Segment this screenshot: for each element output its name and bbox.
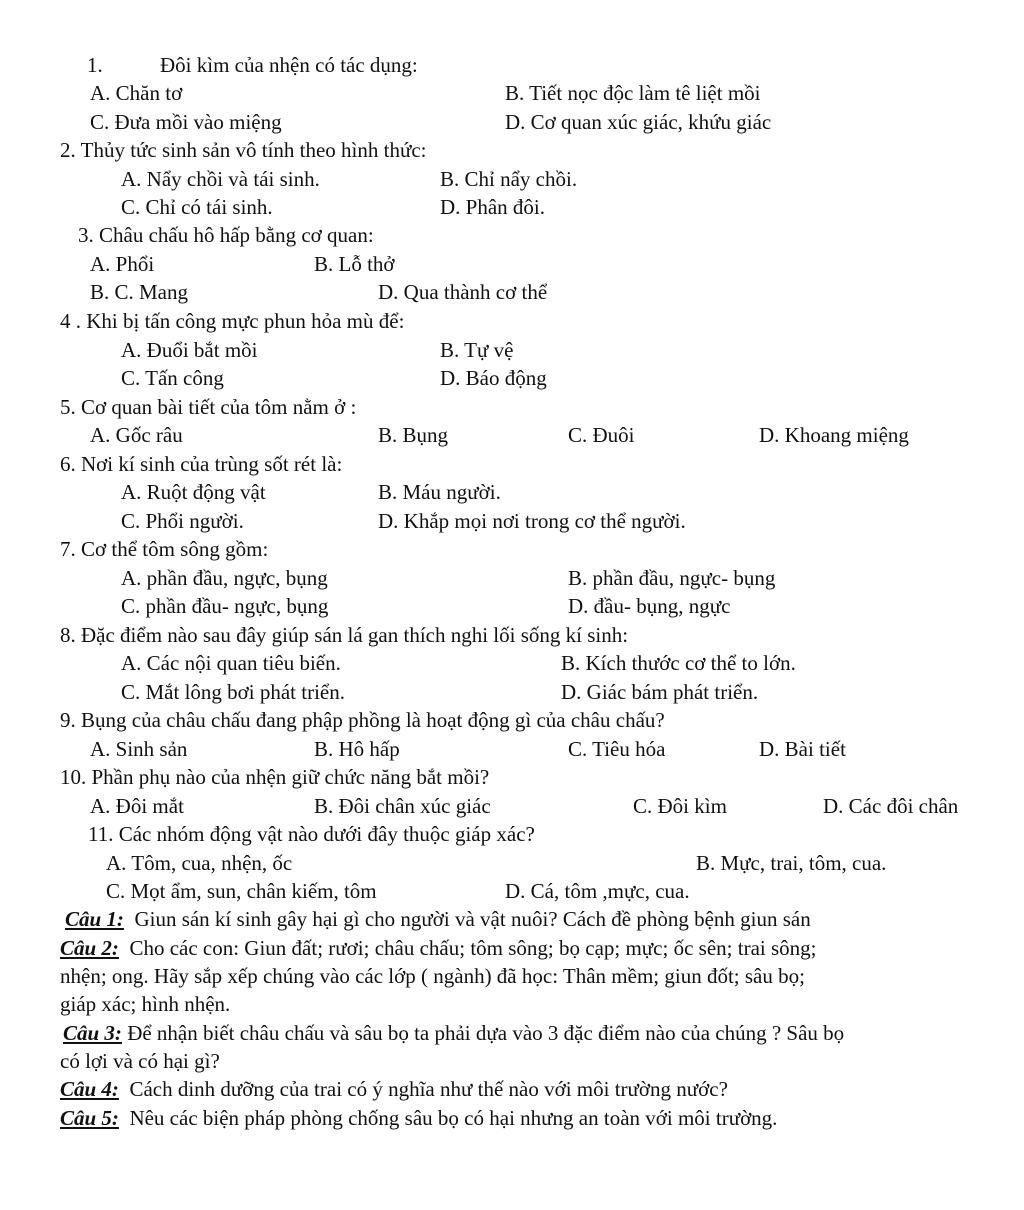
question-10-option-c: C. Đôi kìm	[633, 794, 727, 818]
question-7-option-b: B. phần đầu, ngực- bụng	[568, 566, 776, 590]
question-6-option-c: C. Phổi người.	[121, 509, 244, 533]
question-2-option-d: D. Phân đôi.	[440, 195, 545, 219]
question-1-option-d: D. Cơ quan xúc giác, khứu giác	[505, 110, 772, 134]
essay-1-label: Câu 1:	[65, 907, 124, 931]
question-6-option-d: D. Khắp mọi nơi trong cơ thể người.	[378, 509, 686, 533]
essay-3-label: Câu 3:	[63, 1021, 122, 1045]
question-6-option-b: B. Máu người.	[378, 480, 501, 504]
essay-5	[60, 1105, 777, 1131]
essay-3-line-2: có lợi và có hại gì?	[60, 1049, 220, 1073]
question-4-stem: 4 . Khi bị tấn công mực phun hỏa mù để:	[60, 309, 405, 333]
question-1-number: 1.	[87, 53, 103, 77]
question-1-option-a: A. Chăn tơ	[90, 81, 183, 105]
question-8-option-c: C. Mắt lông bơi phát triển.	[121, 680, 345, 704]
essay-2-label: Câu 2:	[60, 936, 119, 960]
question-4-option-d: D. Báo động	[440, 366, 547, 390]
essay-2-line-3: giáp xác; hình nhện.	[60, 992, 231, 1016]
essay-5-text: Nêu các biện pháp phòng chống sâu bọ có hại nhưng an toàn với môi trường.	[129, 1106, 778, 1130]
question-2-option-b: B. Chỉ nẩy chồi.	[440, 167, 578, 191]
question-7-option-d: D. đầu- bụng, ngực	[568, 594, 731, 618]
question-11-option-a: A. Tôm, cua, nhện, ốc	[106, 851, 293, 875]
question-1-stem: Đôi kìm của nhện có tác dụng:	[160, 53, 418, 77]
essay-4	[60, 1076, 728, 1102]
question-9-option-a: A. Sinh sản	[90, 737, 188, 761]
question-10-option-d: D. Các đôi chân	[823, 794, 959, 818]
question-5-stem: 5. Cơ quan bài tiết của tôm nằm ở :	[60, 395, 357, 419]
essay-1-text: Giun sán kí sinh gây hại gì cho người và vật nuôi? Cách đề phòng bệnh giun sán	[134, 907, 811, 931]
question-4-option-c: C. Tấn công	[121, 366, 224, 390]
question-11-stem: 11. Các nhóm động vật nào dưới đây thuộc giáp xác?	[88, 822, 535, 846]
essay-3-text: Để nhận biết châu chấu và sâu bọ ta phải dựa vào 3 đặc điểm nào của chúng ? Sâu bọ	[127, 1021, 845, 1045]
essay-1	[65, 906, 811, 932]
question-3-option-a: A. Phổi	[90, 252, 155, 276]
question-5-option-b: B. Bụng	[378, 423, 449, 447]
question-7-stem: 7. Cơ thể tôm sông gồm:	[60, 537, 269, 561]
question-3-option-c: B. C. Mang	[90, 280, 189, 304]
essay-2-line-2: nhện; ong. Hãy sắp xếp chúng vào các lớp ( ngành) đã học: Thân mềm; giun đốt; sâu bọ;	[60, 964, 805, 988]
essay-3	[63, 1020, 844, 1046]
essay-4-text: Cách dinh dưỡng của trai có ý nghĩa như thế nào với môi trường nước?	[129, 1077, 728, 1101]
essay-4-label: Câu 4:	[60, 1077, 119, 1101]
question-7-option-a: A. phần đầu, ngực, bụng	[121, 566, 328, 590]
question-10-option-a: A. Đôi mắt	[90, 794, 184, 818]
question-8-option-a: A. Các nội quan tiêu biến.	[121, 651, 341, 675]
question-9-stem: 9. Bụng của châu chấu đang phập phồng là hoạt động gì của châu chấu?	[60, 708, 665, 732]
question-9-option-c: C. Tiêu hóa	[568, 737, 666, 761]
question-11-option-b: B. Mực, trai, tôm, cua.	[696, 851, 887, 875]
question-9-option-d: D. Bài tiết	[759, 737, 846, 761]
question-10-stem: 10. Phần phụ nào của nhện giữ chức năng bắt mồi?	[60, 765, 490, 789]
question-11-option-c: C. Mọt ẩm, sun, chân kiếm, tôm	[106, 879, 377, 903]
question-10-option-b: B. Đôi chân xúc giác	[314, 794, 491, 818]
question-3-stem: 3. Châu chấu hô hấp bằng cơ quan:	[78, 223, 374, 247]
question-1-option-b: B. Tiết nọc độc làm tê liệt mồi	[505, 81, 761, 105]
question-8-option-b: B. Kích thước cơ thể to lớn.	[561, 651, 796, 675]
question-5-option-c: C. Đuôi	[568, 423, 635, 447]
question-4-option-b: B. Tự vệ	[440, 338, 514, 362]
question-1-option-c: C. Đưa mồi vào miệng	[90, 110, 282, 134]
question-5-option-a: A. Gốc râu	[90, 423, 183, 447]
question-9-option-b: B. Hô hấp	[314, 737, 400, 761]
question-2-option-a: A. Nẩy chồi và tái sinh.	[121, 167, 320, 191]
question-11-option-d: D. Cá, tôm ,mực, cua.	[505, 879, 690, 903]
essay-2	[60, 935, 816, 961]
question-4-option-a: A. Đuổi bắt mồi	[121, 338, 258, 362]
question-5-option-d: D. Khoang miệng	[759, 423, 909, 447]
question-8-stem: 8. Đặc điểm nào sau đây giúp sán lá gan thích nghi lối sống kí sinh:	[60, 623, 629, 647]
question-2-option-c: C. Chỉ có tái sinh.	[121, 195, 273, 219]
essay-5-label: Câu 5:	[60, 1106, 119, 1130]
question-7-option-c: C. phần đầu- ngực, bụng	[121, 594, 329, 618]
question-8-option-d: D. Giác bám phát triển.	[561, 680, 759, 704]
question-6-stem: 6. Nơi kí sinh của trùng sốt rét là:	[60, 452, 343, 476]
question-2-stem: 2. Thủy tức sinh sản vô tính theo hình thức:	[60, 138, 427, 162]
essay-2-text: Cho các con: Giun đất; rươi; châu chấu; tôm sông; bọ cạp; mực; ốc sên; trai sông;	[129, 936, 817, 960]
question-3-option-b: B. Lỗ thở	[314, 252, 395, 276]
question-6-option-a: A. Ruột động vật	[121, 480, 266, 504]
question-3-option-d: D. Qua thành cơ thể	[378, 280, 548, 304]
